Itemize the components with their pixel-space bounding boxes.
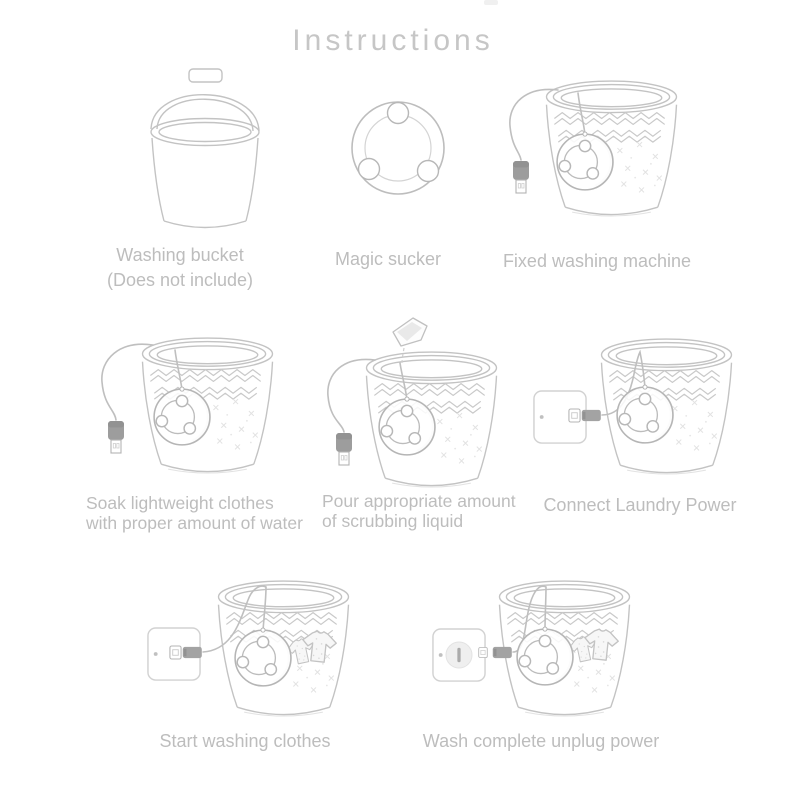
caption-line: (Does not include) (106, 270, 254, 290)
washer-unit-icon (617, 385, 673, 443)
step-fixed-washing-machine (472, 74, 722, 284)
caption-line: of scrubbing liquid (322, 510, 464, 531)
bucket-unplug-icon (420, 576, 665, 741)
usb-plug-icon (108, 421, 124, 453)
bucket-washing-icon (138, 576, 378, 741)
suction-cup-icon (348, 98, 448, 198)
step-soak-clothes (78, 328, 318, 538)
step-caption (472, 249, 722, 274)
step-magic-sucker (298, 96, 478, 276)
bucket-soak-icon (83, 330, 318, 490)
usb-plug-icon (336, 433, 352, 465)
page-title: Instructions (292, 24, 494, 57)
usb-plug-icon (493, 647, 512, 658)
bucket-device-icon (498, 76, 708, 241)
step-caption (80, 243, 280, 293)
caption-line: Start washing clothes (159, 731, 331, 751)
usb-plug-icon (513, 161, 529, 193)
bucket-pour-icon (313, 306, 528, 501)
step-wash-complete (416, 574, 666, 759)
step-washing-bucket (80, 72, 280, 292)
usb-socket-icon (569, 409, 580, 422)
usb-plug-icon (183, 647, 202, 658)
power-adapter-icon (433, 629, 485, 681)
caption-line: Connect Laundry Power (543, 495, 737, 515)
caption-line: Soak lightweight clothes (86, 493, 274, 513)
usb-plug-icon (582, 410, 601, 421)
caption-line: with proper amount of water (86, 512, 303, 533)
caption-line: Pour appropriate amount (322, 491, 516, 511)
bucket-with-handle-icon (136, 66, 276, 236)
washer-unit-icon (154, 387, 210, 445)
caption-line: Wash complete unplug power (422, 731, 660, 751)
bucket-power-icon (518, 332, 758, 487)
usb-socket-icon (479, 648, 488, 658)
caption-line: Magic sucker (334, 249, 442, 269)
step-pour-liquid (313, 304, 528, 534)
usb-socket-icon (170, 646, 181, 659)
step-caption (322, 492, 528, 531)
step-caption (120, 729, 370, 754)
print-artifact (484, 0, 498, 5)
step-caption (416, 729, 666, 754)
step-connect-power (515, 330, 765, 525)
washer-unit-icon (379, 397, 435, 455)
caption-line: Fixed washing machine (502, 251, 692, 271)
step-start-washing (120, 574, 370, 759)
step-caption (298, 247, 478, 272)
caption-line: Washing bucket (116, 245, 244, 265)
step-caption (86, 494, 316, 533)
washer-unit-icon (235, 628, 291, 686)
washer-unit-icon (557, 132, 613, 190)
step-caption (515, 493, 765, 518)
